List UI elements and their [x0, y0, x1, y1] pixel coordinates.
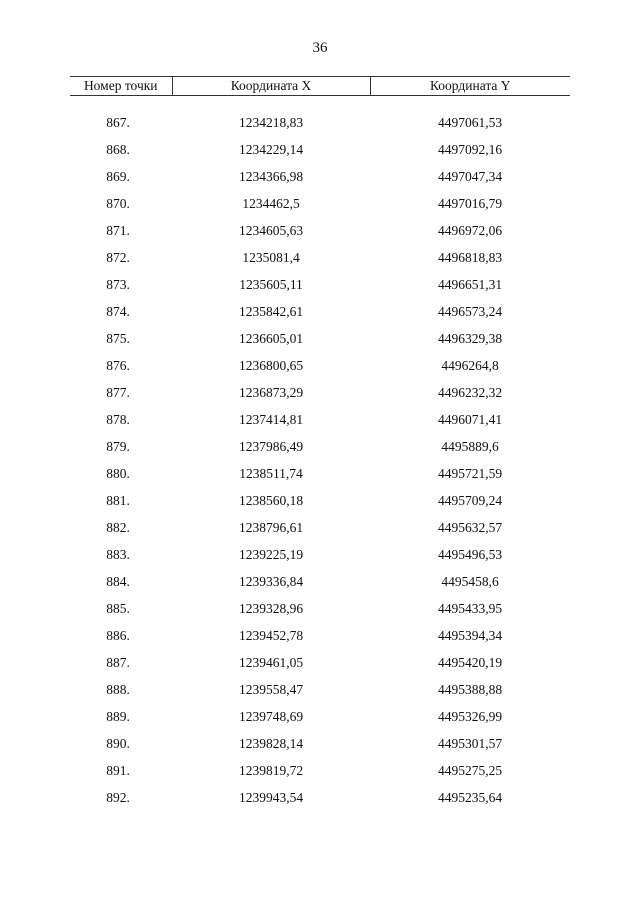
- cell-point-number: 883.: [106, 547, 130, 562]
- table-row: [70, 541, 570, 568]
- table-row: [70, 163, 570, 190]
- cell-point-number: 877.: [106, 385, 130, 400]
- cell-point-number: 890.: [106, 736, 130, 751]
- table-row: [70, 676, 570, 703]
- table-body: [70, 96, 570, 812]
- header-coordinate-x: Координата X: [172, 77, 370, 96]
- cell-coordinate-x: 1237986,49: [238, 439, 304, 454]
- table-row: [70, 298, 570, 325]
- cell-coordinate-x: 1234605,63: [238, 223, 304, 238]
- cell-point-number: 869.: [106, 169, 130, 184]
- cell-coordinate-y: 4495275,25: [437, 763, 503, 778]
- cell-coordinate-x: 1238560,18: [238, 493, 304, 508]
- cell-point-number: 873.: [106, 277, 130, 292]
- cell-coordinate-y: 4496818,83: [437, 250, 503, 265]
- cell-point-number: 870.: [106, 196, 130, 211]
- cell-point-number: 872.: [106, 250, 130, 265]
- cell-coordinate-y: 4495420,19: [437, 655, 503, 670]
- table-header: [70, 77, 570, 96]
- cell-coordinate-y: 4495394,34: [437, 628, 503, 643]
- cell-point-number: 882.: [106, 520, 130, 535]
- cell-point-number: 867.: [106, 115, 130, 130]
- cell-coordinate-x: 1235605,11: [239, 277, 303, 292]
- cell-coordinate-y: 4495632,57: [437, 520, 503, 535]
- cell-coordinate-x: 1235081,4: [242, 250, 300, 265]
- cell-point-number: 874.: [106, 304, 130, 319]
- table-row: [70, 514, 570, 541]
- table-row: [70, 244, 570, 271]
- table-row: [70, 487, 570, 514]
- cell-coordinate-x: 1236873,29: [238, 385, 304, 400]
- cell-coordinate-y: 4496972,06: [437, 223, 503, 238]
- cell-coordinate-y: 4496264,8: [441, 358, 499, 373]
- cell-coordinate-y: 4495496,53: [437, 547, 503, 562]
- cell-point-number: 878.: [106, 412, 130, 427]
- table-row: [70, 271, 570, 298]
- cell-point-number: 879.: [106, 439, 130, 454]
- cell-coordinate-x: 1239328,96: [238, 601, 304, 616]
- cell-coordinate-x: 1239461,05: [238, 655, 304, 670]
- table-row: [70, 433, 570, 460]
- coordinates-table: [70, 76, 570, 811]
- cell-coordinate-x: 1239558,47: [238, 682, 304, 697]
- cell-point-number: 888.: [106, 682, 130, 697]
- cell-point-number: 875.: [106, 331, 130, 346]
- cell-point-number: 880.: [106, 466, 130, 481]
- table-row: [70, 352, 570, 379]
- header-point-number: Номер точки: [70, 77, 172, 96]
- cell-coordinate-y: 4496329,38: [437, 331, 503, 346]
- cell-coordinate-x: 1235842,61: [238, 304, 304, 319]
- cell-point-number: 889.: [106, 709, 130, 724]
- cell-point-number: 871.: [106, 223, 130, 238]
- table-row: [70, 406, 570, 433]
- cell-coordinate-y: 4495301,57: [437, 736, 503, 751]
- cell-coordinate-x: 1239943,54: [238, 790, 304, 805]
- cell-coordinate-x: 1236605,01: [238, 331, 304, 346]
- cell-point-number: 887.: [106, 655, 130, 670]
- table-row: [70, 784, 570, 811]
- cell-coordinate-x: 1238511,74: [239, 466, 303, 481]
- table-row: [70, 460, 570, 487]
- table-row: [70, 325, 570, 352]
- cell-coordinate-y: 4495326,99: [437, 709, 503, 724]
- table-row: [70, 703, 570, 730]
- cell-point-number: 868.: [106, 142, 130, 157]
- cell-coordinate-x: 1237414,81: [238, 412, 304, 427]
- header-row: [70, 77, 570, 96]
- cell-coordinate-x: 1236800,65: [238, 358, 304, 373]
- cell-point-number: 876.: [106, 358, 130, 373]
- table-row: [70, 190, 570, 217]
- cell-coordinate-y: 4496573,24: [437, 304, 503, 319]
- table-row: [70, 622, 570, 649]
- cell-coordinate-x: 1234366,98: [238, 169, 304, 184]
- cell-coordinate-y: 4495721,59: [437, 466, 503, 481]
- cell-coordinate-y: 4497092,16: [437, 142, 503, 157]
- cell-coordinate-y: 4495458,6: [441, 574, 499, 589]
- cell-point-number: 891.: [106, 763, 130, 778]
- cell-point-number: 892.: [106, 790, 130, 805]
- table-row: [70, 595, 570, 622]
- table-row: [70, 649, 570, 676]
- cell-point-number: 885.: [106, 601, 130, 616]
- cell-coordinate-x: 1234229,14: [238, 142, 304, 157]
- cell-coordinate-x: 1238796,61: [238, 520, 304, 535]
- cell-coordinate-y: 4497016,79: [437, 196, 503, 211]
- cell-coordinate-y: 4495388,88: [437, 682, 503, 697]
- page-number: 36: [312, 40, 328, 56]
- header-spacer: [70, 96, 570, 110]
- cell-coordinate-x: 1239225,19: [238, 547, 304, 562]
- cell-coordinate-x: 1234462,5: [242, 196, 300, 211]
- cell-coordinate-y: 4495709,24: [437, 493, 503, 508]
- cell-coordinate-x: 1239748,69: [238, 709, 304, 724]
- cell-coordinate-y: 4495433,95: [437, 601, 503, 616]
- cell-coordinate-x: 1239819,72: [238, 763, 304, 778]
- cell-coordinate-x: 1239452,78: [238, 628, 304, 643]
- table-row: [70, 379, 570, 406]
- cell-coordinate-y: 4497047,34: [437, 169, 503, 184]
- cell-point-number: 884.: [106, 574, 130, 589]
- cell-point-number: 881.: [106, 493, 130, 508]
- table-row: [70, 568, 570, 595]
- cell-coordinate-y: 4496071,41: [437, 412, 503, 427]
- header-coordinate-y: Координата Y: [370, 77, 570, 96]
- cell-coordinate-y: 4497061,53: [437, 115, 503, 130]
- cell-point-number: 886.: [106, 628, 130, 643]
- table-row: [70, 730, 570, 757]
- table-row: [70, 109, 570, 136]
- cell-coordinate-x: 1234218,83: [238, 115, 304, 130]
- cell-coordinate-y: 4495235,64: [437, 790, 503, 805]
- cell-coordinate-y: 4496232,32: [437, 385, 503, 400]
- cell-coordinate-y: 4495889,6: [441, 439, 499, 454]
- table-row: [70, 757, 570, 784]
- cell-coordinate-x: 1239336,84: [238, 574, 304, 589]
- cell-coordinate-y: 4496651,31: [437, 277, 503, 292]
- table-row: [70, 217, 570, 244]
- table-row: [70, 136, 570, 163]
- cell-coordinate-x: 1239828,14: [238, 736, 304, 751]
